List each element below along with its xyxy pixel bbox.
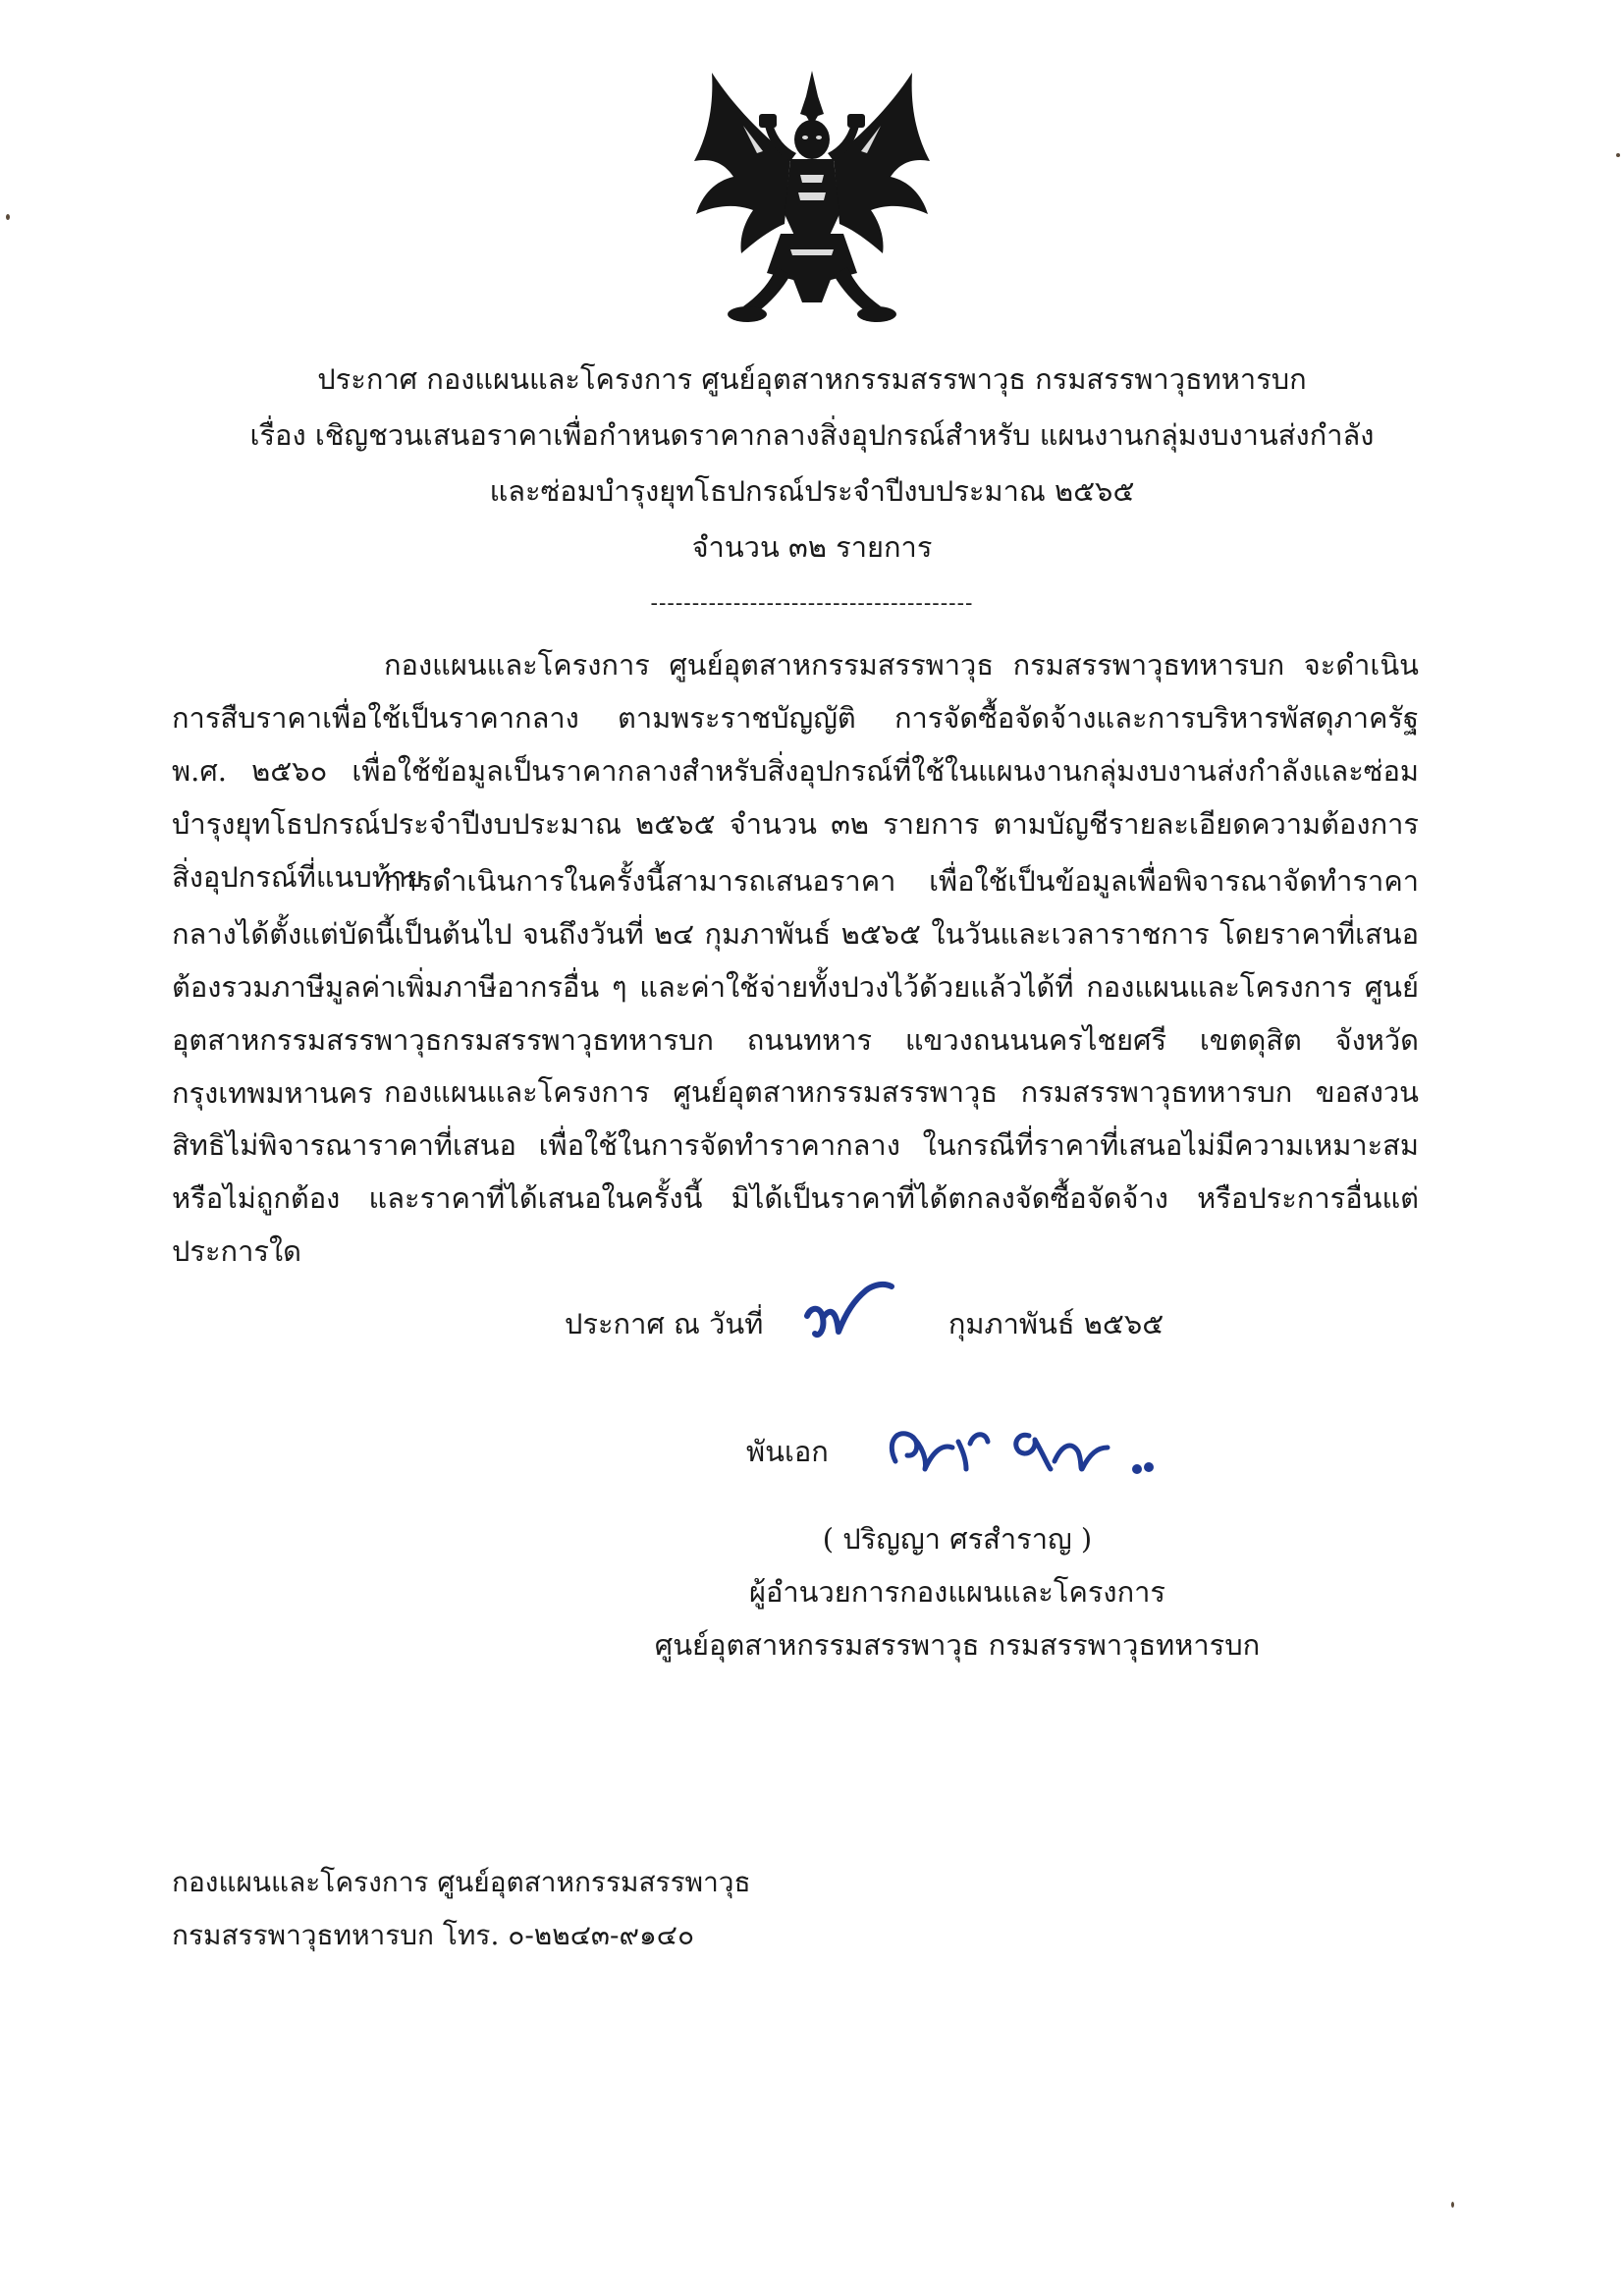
date-suffix: กุมภาพันธ์ ๒๕๖๕	[947, 1307, 1164, 1340]
announcement-subject-continued: และซ่อมบำรุงยุทโธปกรณ์ประจำปีงบประมาณ ๒๕๖๕	[489, 474, 1135, 508]
signer-name: ( ปริญญา ศรสำราญ )	[822, 1522, 1093, 1556]
body-paragraph-3: กองแผนและโครงการ ศูนย์อุตสาหกรรมสรรพาวุธ กรมสรรพาวุธทหารบก ขอสงวนสิทธิไม่พิจารณาราคาที่เสนอ เพื่อใช้ในการจัดทำราคากลาง ในกรณีที่ราคาที่เสนอไม่มีความเหมาะสมหรือไม่ถูกต้อง และราคาที่ได้เสนอในครั้งนี้ มิได้เป็นราคาที่ได้ตกลงจัดซื้อจัดจ้าง หรือประการอื่นแต่ประการใด	[172, 1075, 1419, 1268]
footer-phone: กรมสรรพาวุธทหารบก โทร. ๐-๒๒๔๓-๙๑๔๐	[172, 1919, 695, 1951]
signer-position: ผู้อำนวยการกองแผนและโครงการ	[748, 1575, 1166, 1609]
scan-speck	[1451, 2202, 1454, 2208]
signer-rank: พันเอก	[746, 1435, 829, 1468]
announcement-title: ประกาศ กองแผนและโครงการ ศูนย์อุตสาหกรรมสรรพาวุธ กรมสรรพาวุธทหารบก	[317, 362, 1307, 396]
scan-speck	[1616, 153, 1620, 157]
contact-footer	[172, 1856, 751, 1962]
footer-department: กองแผนและโครงการ ศูนย์อุตสาหกรรมสรรพาวุธ	[172, 1866, 751, 1898]
garuda-emblem-icon	[675, 67, 949, 332]
item-count: จำนวน ๓๒ รายการ	[691, 530, 933, 564]
signer-details	[638, 1512, 1276, 1671]
announcement-subject: เรื่อง เชิญชวนเสนอราคาเพื่อกำหนดราคากลางสิ่งอุปกรณ์สำหรับ แผนงานกลุ่มงบงานส่งกำลัง	[249, 418, 1375, 452]
scan-speck	[6, 214, 10, 220]
date-prefix: ประกาศ ณ วันที่	[565, 1307, 764, 1340]
signer-organization: ศูนย์อุตสาหกรรมสรรพาวุธ กรมสรรพาวุธทหารบก	[654, 1628, 1261, 1662]
body-paragraph-1: กองแผนและโครงการ ศูนย์อุตสาหกรรมสรรพาวุธ กรมสรรพาวุธทหารบก จะดำเนินการสืบราคาเพื่อใช้เป็นราคากลาง ตามพระราชบัญญัติ การจัดซื้อจัดจ้างและการบริหารพัสดุภาครัฐ พ.ศ. ๒๕๖๐ เพื่อใช้ข้อมูลเป็นราคากลางสำหรับสิ่งอุปกรณ์ที่ใช้ในแผนงานกลุ่มงบงานส่งกำลังและซ่อมบำรุงยุทโธปกรณ์ประจำปีงบประมาณ ๒๕๖๕ จำนวน ๓๒ รายการ ตามบัญชีรายละเอียดความต้องการสิ่งอุปกรณ์ที่แนบท้าย	[172, 648, 1419, 894]
divider-rule: ---------------------------------------	[650, 591, 974, 616]
handwritten-signature	[872, 1393, 1196, 1501]
announcement-date	[565, 1301, 1164, 1346]
body-paragraph-2: การดำเนินการในครั้งนี้สามารถเสนอราคา เพื่อใช้เป็นข้อมูลเพื่อพิจารณาจัดทำราคากลางได้ตั้งแต่บัดนี้เป็นต้นไป จนถึงวันที่ ๒๔ กุมภาพันธ์ ๒๕๖๕ ในวันและเวลาราชการ โดยราคาที่เสนอต้องรวมภาษีมูลค่าเพิ่มภาษีอากรอื่น ๆ และค่าใช้จ่ายทั้งปวงไว้ด้วยแล้วได้ที่ กองแผนและโครงการ ศูนย์อุตสาหกรรมสรรพาวุธกรมสรรพาวุธทหารบก ถนนทหาร แขวงถนนนครไชยศรี เขตดุสิต จังหวัดกรุงเทพมหานคร	[172, 864, 1419, 1110]
handwritten-day-mark	[773, 1306, 940, 1345]
